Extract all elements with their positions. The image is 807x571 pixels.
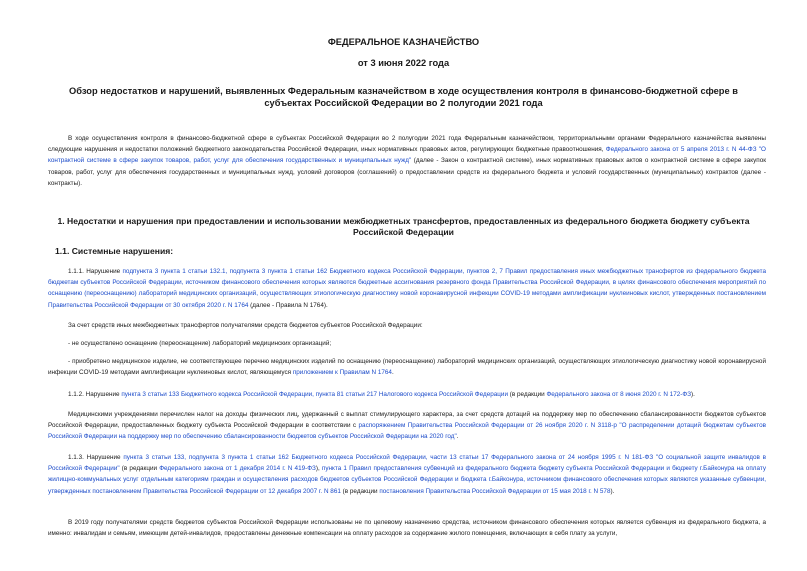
paragraph-text: ).: [691, 391, 695, 398]
paragraph-text: (далее - Закон о контрактной системе), иных нормативных правовых актов о контрактной системе в сфере закупок товаров, работ, услуг для обеспечения государственных и муниципальных нужд, условий договоров (соглашений) о предоставлении средств из федерального бюджета и условий государственных (муниципальных) контрактов (далее - контракты).: [48, 157, 767, 187]
paragraph-1-1-2: [48, 389, 766, 400]
paragraph-text: (в редакции: [508, 391, 547, 398]
paragraph-text: В ходе осуществления контроля в финансово-бюджетной сфере в субъектах Российской Федерации во 2 полугодии 2021 года Федеральным казначейством, территориальными органами Федерального казначейства выявлены следующие нарушения и недостатки положений бюджетного законодательства Российской Федерации, иных нормативных правовых актов, регулирующих бюджетные правоотношения,: [48, 135, 766, 154]
paragraph-1-1-3: [48, 452, 766, 497]
subsection-1-1-heading: 1.1. Системные нарушения:: [55, 246, 174, 256]
paragraph-funds: За счет средств иных межбюджетных трансфертов получателями средств бюджетов субъектов Российской Федерации:: [68, 322, 423, 329]
document-link[interactable]: Федерального закона от 5 апреля 2013 г. N 44-ФЗ "О контрактной системе в сфере закупок товаров, работ, услуг для обеспечения государственных и муниципальных нужд": [48, 146, 766, 165]
paragraph-medical: [48, 409, 766, 443]
paragraph-text: ).: [610, 487, 615, 495]
org-name: ФЕДЕРАЛЬНОЕ КАЗНАЧЕЙСТВО: [327, 37, 480, 47]
document-link[interactable]: пункта 3 статьи 133 Бюджетного кодекса Российской Федерации, пункта 81 статьи 217 Налогового кодекса Российской Федерации: [121, 391, 509, 398]
document-link[interactable]: пункта 3 статьи 133, подпункта 3 пункта 1 статьи 162 Бюджетного кодекса Российской Федерации, части 13 статьи 17 Федерального закона от 24 ноября 1995 г. N 181-ФЗ "О социальной защите инвалидов в Российской Федерации": [48, 454, 766, 473]
paragraph-text: ),: [315, 465, 322, 473]
paragraph-text: (далее - Правила N 1764).: [248, 301, 328, 309]
document-title: Обзор недостатков и нарушений, выявленных Федеральным казначейством в ходе осуществления контроля в финансово-бюджетной сфере в субъектах Российской Федерации во 2 полугодии 2021 года: [69, 86, 738, 108]
document-link[interactable]: подпункта 3 пункта 1 статьи 132.1, подпункта 3 пункта 1 статьи 162 Бюджетного кодекса Российской Федерации, пунктов 2, 7 Правил предоставления иных межбюджетных трансфертов из федерального бюджета бюджетам субъектов Российской Федерации, источником финансового обеспечения которых являются бюджетные ассигнования резервного фонда Правительства Российской Федерации, в целях финансового обеспечения мероприятий по оснащению (переоснащению) лабораторий медицинских организаций, осуществляющих этиологическую диагностику новой коронавирусной инфекции COVID-19 методами амплификации нуклеиновых кислот, утвержденных постановлением Правительства Российской Федерации от 30 октября 2020 г. N 1764: [48, 268, 766, 309]
document-link[interactable]: Федерального закона от 8 июня 2020 г. N 172-ФЗ: [546, 391, 692, 398]
intro-paragraph: [48, 133, 766, 189]
paragraph-text: - приобретено медицинское изделие, не соответствующее перечню медицинских изделий по оснащению (переоснащению) лабораторий медицинских организаций, осуществляющих этиологическую диагностику новой коронавирусной инфекции COVID-19 методами амплификации нуклеиновых кислот, являющемуся: [48, 358, 766, 377]
document-link[interactable]: распоряжением Правительства Российской Федерации от 26 ноября 2020 г. N 3118-р "О распределении дотаций бюджетам субъектов Российской Федерации на поддержку мер по обеспечению сбалансированности бюджетов субъектов Российской Федерации на 2020 год": [48, 422, 766, 441]
section-1-heading: 1. Недостатки и нарушения при предоставлении и использовании межбюджетных трансфертов, предоставленных из федерального бюджета бюджету субъекта Российской Федерации: [57, 216, 750, 237]
paragraph-not-equipped: - не осуществлено оснащение (переоснащение) лабораторий медицинских организаций;: [68, 340, 332, 347]
document-link[interactable]: постановления Правительства Российской Федерации от 15 мая 2018 г. N 578: [379, 487, 611, 495]
paragraph-text: .: [391, 369, 394, 377]
paragraph-text: 1.1.1. Нарушение: [68, 268, 123, 275]
document-date: от 3 июня 2022 года: [357, 58, 450, 68]
paragraph-text: Медицинскими учреждениями перечислен налог на доходы физических лиц, удержанный с выплат стимулирующего характера, за счет средств дотаций на поддержку мер по обеспечению сбалансированности бюджетов субъектов Российской Федерации, предоставленных бюджету субъекта Российской Федерации в соответствии с: [48, 411, 766, 430]
paragraph-text: (в редакции: [119, 465, 160, 473]
document-link[interactable]: Федерального закона от 1 декабря 2014 г. N 419-ФЗ: [159, 465, 316, 473]
paragraph-text: .: [456, 433, 459, 441]
paragraph-2019: В 2019 году получателями средств бюджетов субъектов Российской Федерации использованы не по целевому назначению средства, источником финансового обеспечения которых является субвенция из федерального бюджета, а именно: инвалидам и семьям, имеющим детей-инвалидов, предоставлены денежные компенсации на оплату расходов за содержание жилого помещения, включающих в себя плату за услуги,: [48, 519, 766, 538]
paragraph-device: [48, 356, 766, 378]
paragraph-text: 1.1.3. Нарушение: [68, 454, 124, 461]
paragraph-text: 1.1.2. Нарушение: [68, 391, 122, 398]
paragraph-1-1-1: [48, 266, 766, 311]
document-link[interactable]: приложением к Правилам N 1764: [292, 369, 392, 377]
document-link[interactable]: пункта 1 Правил предоставления субвенций из федерального бюджета бюджету субъекта Российской Федерации и бюджету г.Байконура на оплату жилищно-коммунальных услуг отдельным категориям граждан и осуществления расходов бюджетов субъектов Российской Федерации и бюджета г.Байконура, источником финансового обеспечения которых являются указанные субвенции, утвержденных постановлением Правительства Российской Федерации от 12 декабря 2007 г. N 861: [48, 465, 766, 495]
paragraph-text: (в редакции: [340, 487, 380, 495]
